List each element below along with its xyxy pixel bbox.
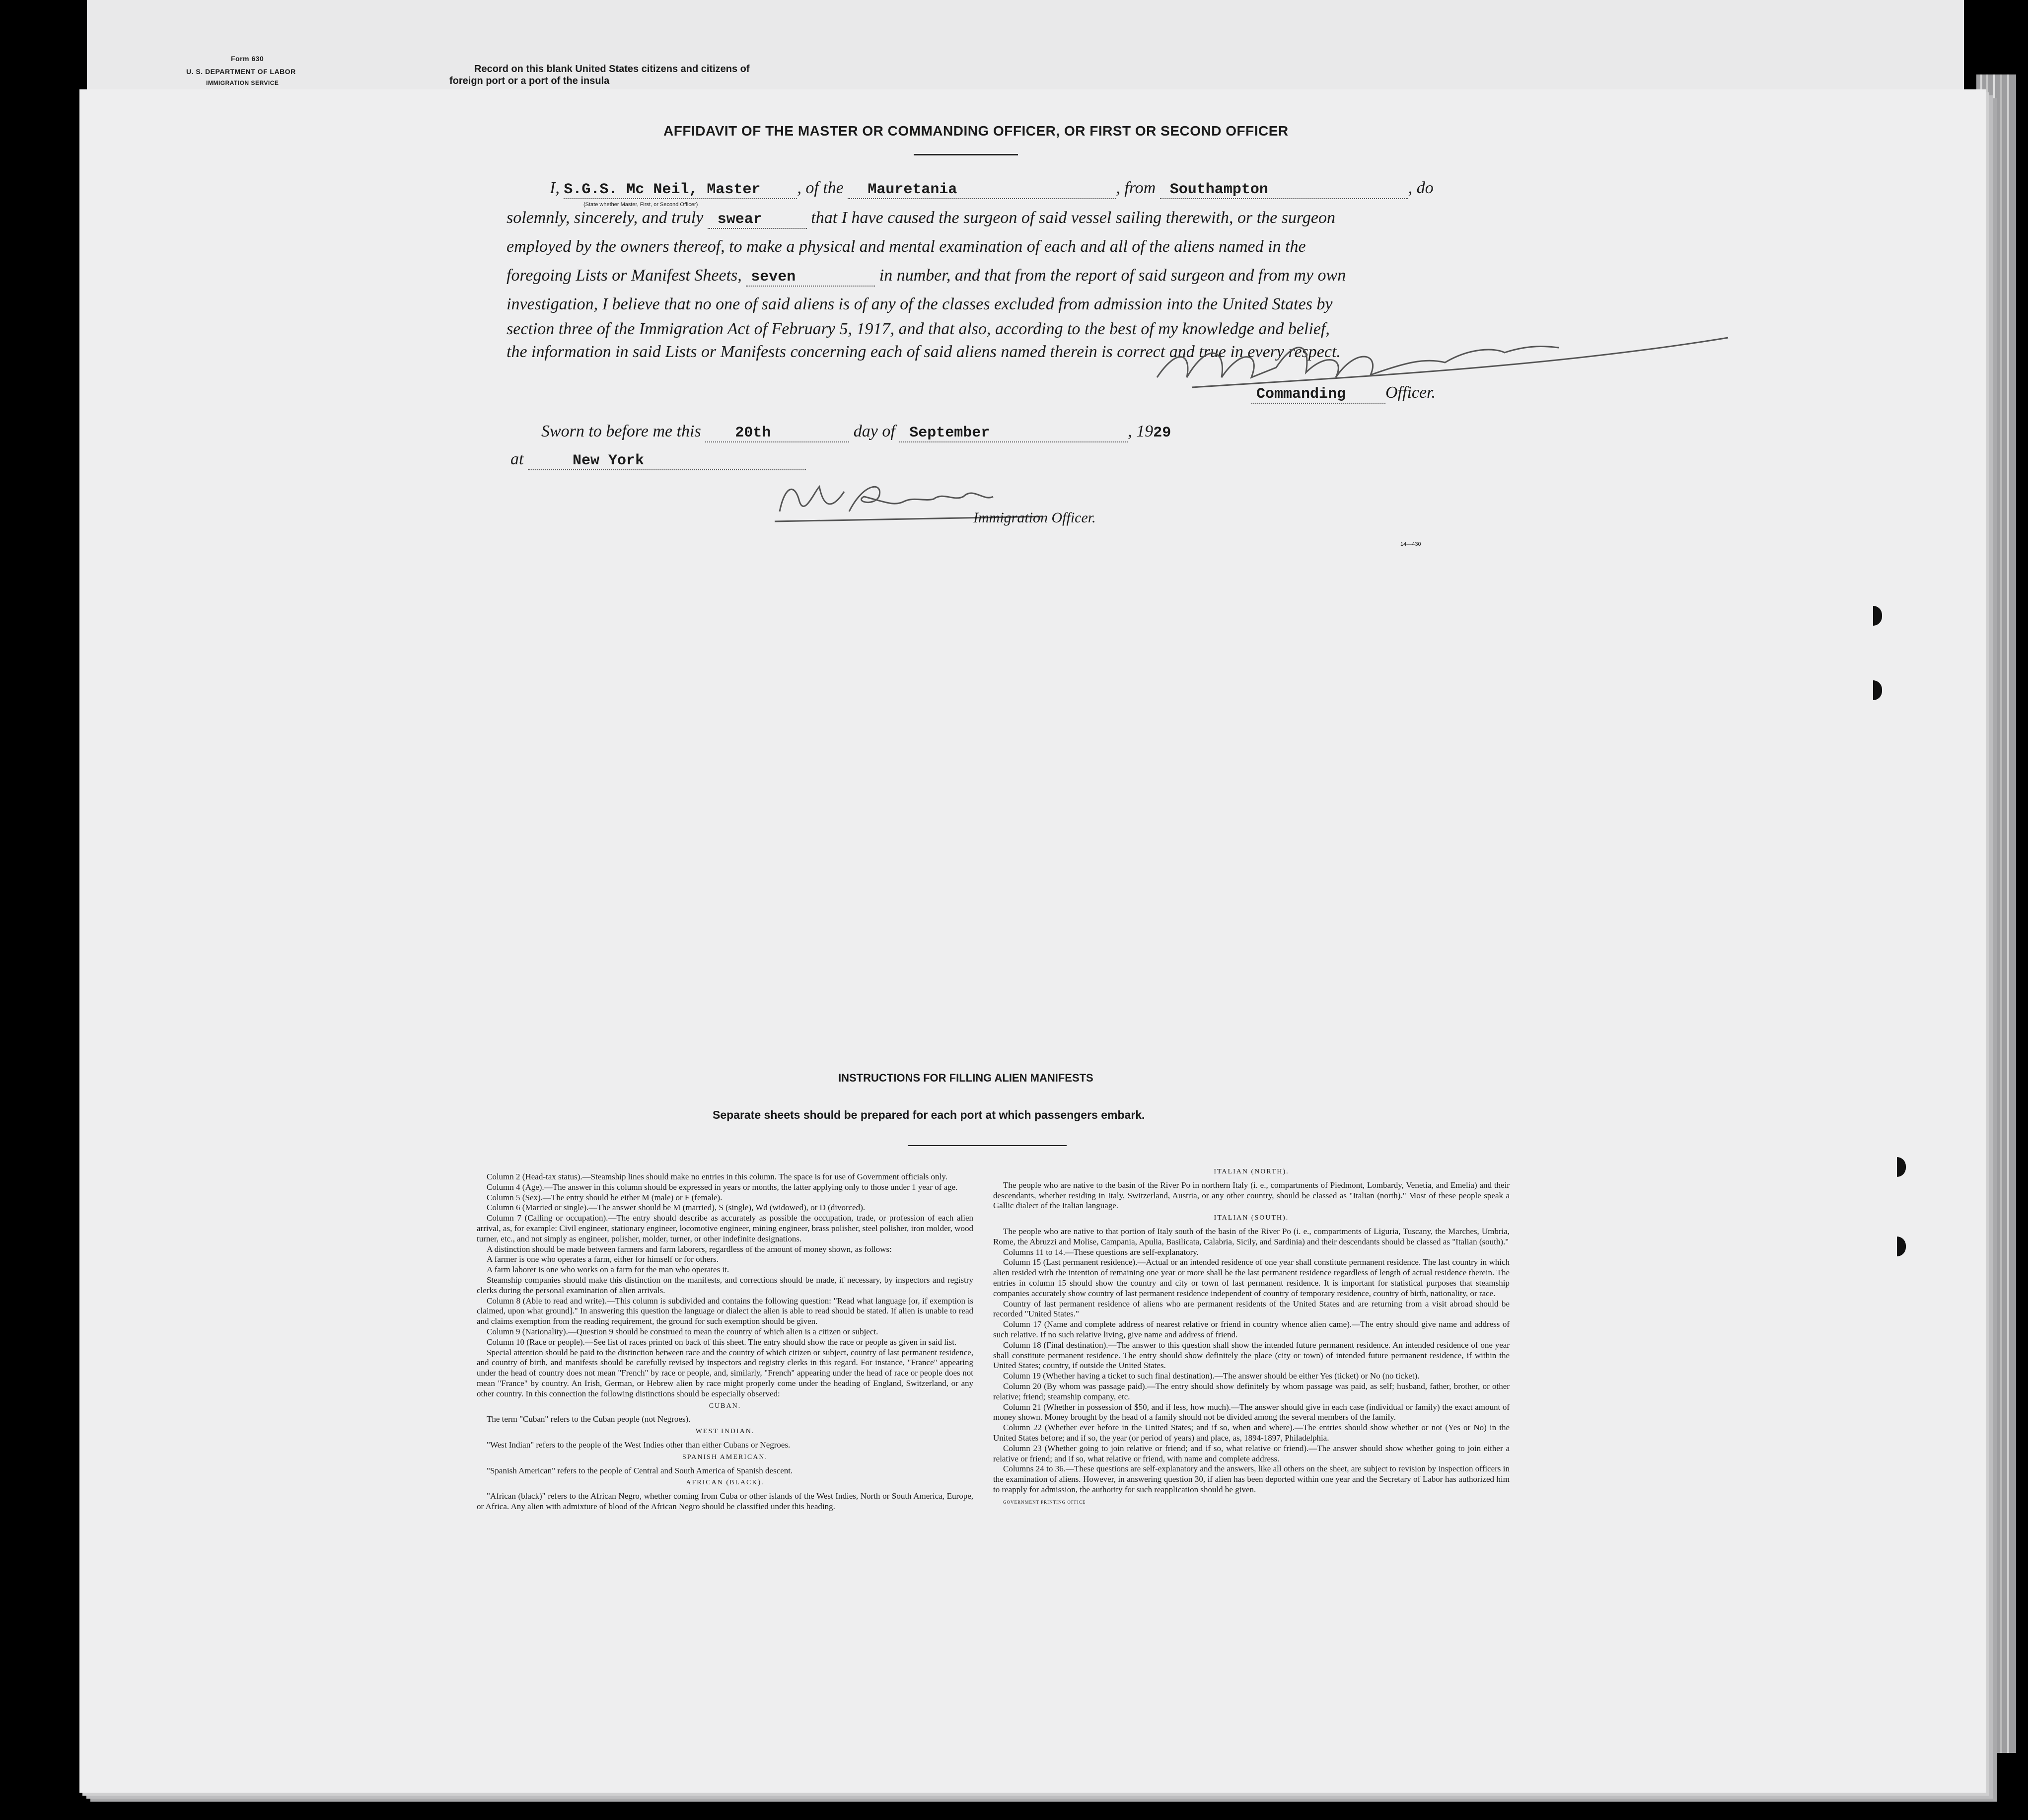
left-para: Special attention should be paid to the distinction between race and the country of which citizen or subject, country of last permanent residence, and country of birth, and manifests should be carefully revised by inspectors and registry clerks in this regard. For instance, "France" appearing under the head of country does not mean "French" by race or people, and, similarly, "French" appearing under the head of race or people does not mean "France" by country. An Irish, German, or Hebrew alien by race might properly come under the heading of England, Switzerland, or any other country. In this connection the following distinctions should be especially observed: — [477, 1347, 973, 1398]
heading-italian-south: ITALIAN (SOUTH). — [1214, 1214, 1289, 1222]
day-of-label: day of — [853, 422, 895, 440]
right-para: Columns 11 to 14.—These questions are self-explanatory. — [1003, 1247, 1199, 1257]
affidavit-line-7: the information in said Lists or Manifests concerning each of said aliens named therein is correct and true in every respect. — [507, 343, 1341, 361]
left-para: Column 10 (Race or people).—See list of races printed on back of this sheet. The entry should show the race or people as given in said list. — [487, 1337, 957, 1347]
master-signature — [1147, 318, 1743, 397]
i-label: I, — [550, 179, 560, 197]
printer-mark: GOVERNMENT PRINTING OFFICE — [1003, 1499, 1086, 1505]
at-label: at — [510, 450, 524, 468]
officer-suffix: Officer. — [1385, 383, 1436, 402]
from-label: , from — [1116, 179, 1156, 197]
left-para: The term "Cuban" refers to the Cuban people (not Negroes). — [487, 1414, 691, 1424]
heading-african: AFRICAN (BLACK). — [686, 1479, 764, 1487]
sheet-count-field — [746, 266, 875, 287]
affidavit-line-4 — [507, 266, 1346, 287]
right-para: Column 23 (Whether going to join relative or friend; and if so, what relative or friend).—The answer should show whether going to join either a relative or friend; and if so, what relative or friend, with name and complete address. — [993, 1443, 1510, 1463]
heading-spanish-american: SPANISH AMERICAN. — [682, 1453, 768, 1461]
affidavit-line-5: investigation, I believe that no one of said aliens is of any of the classes excluded from admission into the United States by — [507, 295, 1333, 313]
right-para: Column 15 (Last permanent residence).—Actual or an intended residence of one year shall constitute permanent residence. The last country in which alien resided with the intention of remaining one year or more shall be the last permanent residence regardless of length of actual residence therein. The entries in column 15 should show the country and city or town of last permanent residence. It is important for statistical purposes that steamship companies accurately show country of last permanent residence independent of country of temporary residence, country of birth, nationality, or race. — [993, 1257, 1510, 1298]
immigration-officer-label: Immigration Officer. — [973, 510, 1096, 526]
line-4-rest: in number, and that from the report of said surgeon and from my own — [879, 266, 1346, 285]
left-para: Column 7 (Calling or occupation).—The entry should describe as accurately as possible the occupation, trade, or profession of each alien arrival, as, for example: Civil engineer, stationary engineer, locomotive engineer, mining engineer, brass polisher, steel polisher, iron molder, wood turner, etc., and not simply as engineer, polisher, molder, turner, or other indefinite designations. — [477, 1213, 973, 1243]
day-field — [705, 422, 849, 442]
right-para: Country of last permanent residence of aliens who are permanent residents of the United States and are returning from a visit abroad should be recorded "United States." — [993, 1299, 1510, 1319]
left-para: "West Indian" refers to the people of the West Indies other than either Cubans or Negroes. — [487, 1440, 791, 1450]
do-label: , do — [1408, 179, 1434, 197]
right-para: The people who are native to that portion of Italy south of the basin of the River Po (i. e., compartments of Liguria, Tuscany, the Marches, Umbria, Rome, the Abruzzi and Molise, Campania, Apulia, Basilicata, Calabria, Sicily, and Sardinia) and their descendants should be classed as "Italian (south)." — [993, 1226, 1510, 1246]
ship-field — [848, 179, 1116, 199]
sworn-line — [541, 422, 1171, 442]
right-para: Column 18 (Final destination).—The answer to this question shall show the intended future permanent residence. An intended residence of one year shall constitute permanent residence. The entry should show definitely the place (city or town) of intended future permanent residence, if within the United States; country, if outside the United States. — [993, 1340, 1510, 1371]
sworn-place: New York — [572, 452, 644, 469]
left-para: Column 9 (Nationality).—Question 9 should be construed to mean the country of which alien is a citizen or subject. — [487, 1326, 878, 1336]
department-label: U. S. DEPARTMENT OF LABOR — [186, 68, 296, 75]
affidavit-title: AFFIDAVIT OF THE MASTER OR COMMANDING OFFICER, OR FIRST OR SECOND OFFICER — [663, 123, 1289, 139]
right-para: Column 21 (Whether in possession of $50, and if less, how much).—The answer should give in each case (individual or family) the exact amount of money shown. Money brought by the head of a family should not be divided among the several members of the family. — [993, 1402, 1510, 1422]
left-para: Column 8 (Able to read and write).—This column is subdivided and contains the following question: "Read what language [or, if exemption is claimed, upon what ground]." In answering this question the language or dialect the alien is able to read should be stated. If alien is unable to read and claims exemption from the reading requirement, the ground for such exemption should be given. — [477, 1296, 973, 1326]
right-para: Columns 24 to 36.—These questions are self-explanatory and the answers, like all others on the sheet, are subject to revision by inspection officers in the examination of aliens. However, in answering question 30, if alien has been deported within one year and the Secretary of Labor has authorized him to reapply for admission, the authority for such reapplication should be given. — [993, 1464, 1510, 1494]
title-rule — [914, 154, 1018, 155]
left-para: A farmer is one who operates a farm, either for himself or for others. — [487, 1254, 719, 1264]
sworn-year: 29 — [1153, 425, 1171, 441]
instructions-left-column — [477, 1172, 973, 1512]
right-para: Column 17 (Name and complete address of nearest relative or friend in country whence alien came).—The entry should give name and address of such relative. If no such relative living, give name and address of friend. — [993, 1319, 1510, 1339]
officer-name-field — [564, 179, 797, 199]
ship-name: Mauretania — [868, 181, 957, 198]
affidavit-line-2 — [507, 209, 1335, 229]
heading-cuban: CUBAN. — [709, 1402, 741, 1410]
officer-rank: Commanding — [1256, 386, 1346, 403]
oath-word: swear — [717, 211, 762, 228]
sworn-month: September — [909, 425, 990, 441]
instructions-title: INSTRUCTIONS FOR FILLING ALIEN MANIFESTS — [838, 1072, 1093, 1084]
line-2-text: that I have caused the surgeon of said vessel sailing therewith, or the surgeon — [811, 209, 1336, 227]
left-para: Column 4 (Age).—The answer in this column should be expressed in years or months, the latter applying only to those under 1 year of age. — [487, 1182, 958, 1192]
left-para: Column 2 (Head-tax status).—Steamship lines should make no entries in this column. The space is for use of Government officials only. — [487, 1172, 947, 1181]
officer-rank-line — [1251, 383, 1436, 404]
main-sheet — [79, 89, 1986, 1793]
instructions-right-column — [993, 1165, 1510, 1511]
right-para: Column 20 (By whom was passage paid).—The entry should show definitely by whom passage was paid, as self; husband, father, brother, or other relative; friend; steamship company, etc. — [993, 1381, 1510, 1401]
sworn-day: 20th — [735, 425, 771, 441]
left-para: A farm laborer is one who works on a farm for the man who operates it. — [487, 1265, 729, 1275]
service-label: IMMIGRATION SERVICE — [206, 79, 279, 86]
record-line-1: Record on this blank United States citizens and citizens of — [474, 64, 750, 74]
affidavit-line-3: employed by the owners thereof, to make a physical and mental examination of each and all of the aliens named in the — [507, 237, 1306, 256]
heading-italian-north: ITALIAN (NORTH). — [1214, 1168, 1289, 1175]
left-para: "African (black)" refers to the African Negro, whether coming from Cuba or other islands of the West Indies, North or South America, Europe, or Africa. Any alien with admixture of blood of the African Negro should be classified under this heading. — [477, 1491, 973, 1511]
left-para: Column 5 (Sex).—The entry should be either M (male) or F (female). — [487, 1192, 723, 1202]
left-para: Steamship companies should make this distinction on the manifests, and corrections should be made, if necessary, by inspectors and registry clerks during the personal examination of alien arrivals. — [477, 1275, 973, 1295]
officer-name: S.G.S. Mc Neil, Master — [564, 181, 761, 198]
print-code: 14—430 — [1400, 541, 1421, 547]
solemnly-label: solemnly, sincerely, and truly — [507, 209, 704, 227]
right-para: The people who are native to the basin of the River Po in northern Italy (i. e., compartments of Piedmont, Lombardy, Venetia, and Emelia) and their descendants, whether residing in Italy, Switzerland, Austria, or any other country, should be classed as "Italian (north)." Most of these people speak a Gallic dialect of the Italian language. — [993, 1180, 1510, 1211]
affidavit-line-1 — [550, 179, 1434, 199]
sheet-count: seven — [751, 269, 796, 286]
record-line-2: foreign port or a port of the insula — [449, 75, 610, 86]
month-field — [899, 422, 1128, 442]
line-4-start: foregoing Lists or Manifest Sheets, — [507, 266, 742, 285]
of-the-label: , of the — [797, 179, 844, 197]
instructions-subtitle: Separate sheets should be prepared for each port at which passengers embark. — [713, 1108, 1145, 1121]
left-para: Column 6 (Married or single).—The answer should be M (married), S (single), Wd (widowed), or D (divorced). — [487, 1203, 866, 1213]
right-para: Column 22 (Whether ever before in the United States; and if so, when and where).—The entries should show whether or not (Yes or No) in the United States before; and if so, the year (or period of years) and place, as, 1894-1897, Philadelphia. — [993, 1423, 1510, 1443]
oath-field — [708, 209, 807, 229]
port-field — [1160, 179, 1408, 199]
instructions-rule — [908, 1145, 1067, 1146]
place-field — [528, 450, 806, 470]
place-line — [510, 450, 806, 470]
left-para: "Spanish American" refers to the people of Central and South America of Spanish descent. — [487, 1465, 793, 1475]
form-number: Form 630 — [231, 55, 264, 63]
sworn-label: Sworn to before me this — [541, 422, 701, 440]
year-prefix: , 19 — [1128, 422, 1154, 440]
affidavit-line-6: section three of the Immigration Act of February 5, 1917, and that also, according to the best of my knowledge and belief, — [507, 320, 1330, 338]
right-para: Column 19 (Whether having a ticket to such final destination).—The answer should be either Yes (ticket) or No (no ticket). — [1003, 1371, 1420, 1381]
state-note: (State whether Master, First, or Second Officer) — [583, 202, 698, 208]
port-name: Southampton — [1169, 181, 1268, 198]
heading-west-indian: WEST INDIAN. — [695, 1428, 755, 1436]
left-para: A distinction should be made between farmers and farm laborers, regardless of the amount of money shown, as follows: — [487, 1244, 892, 1254]
officer-rank-field — [1251, 383, 1385, 404]
